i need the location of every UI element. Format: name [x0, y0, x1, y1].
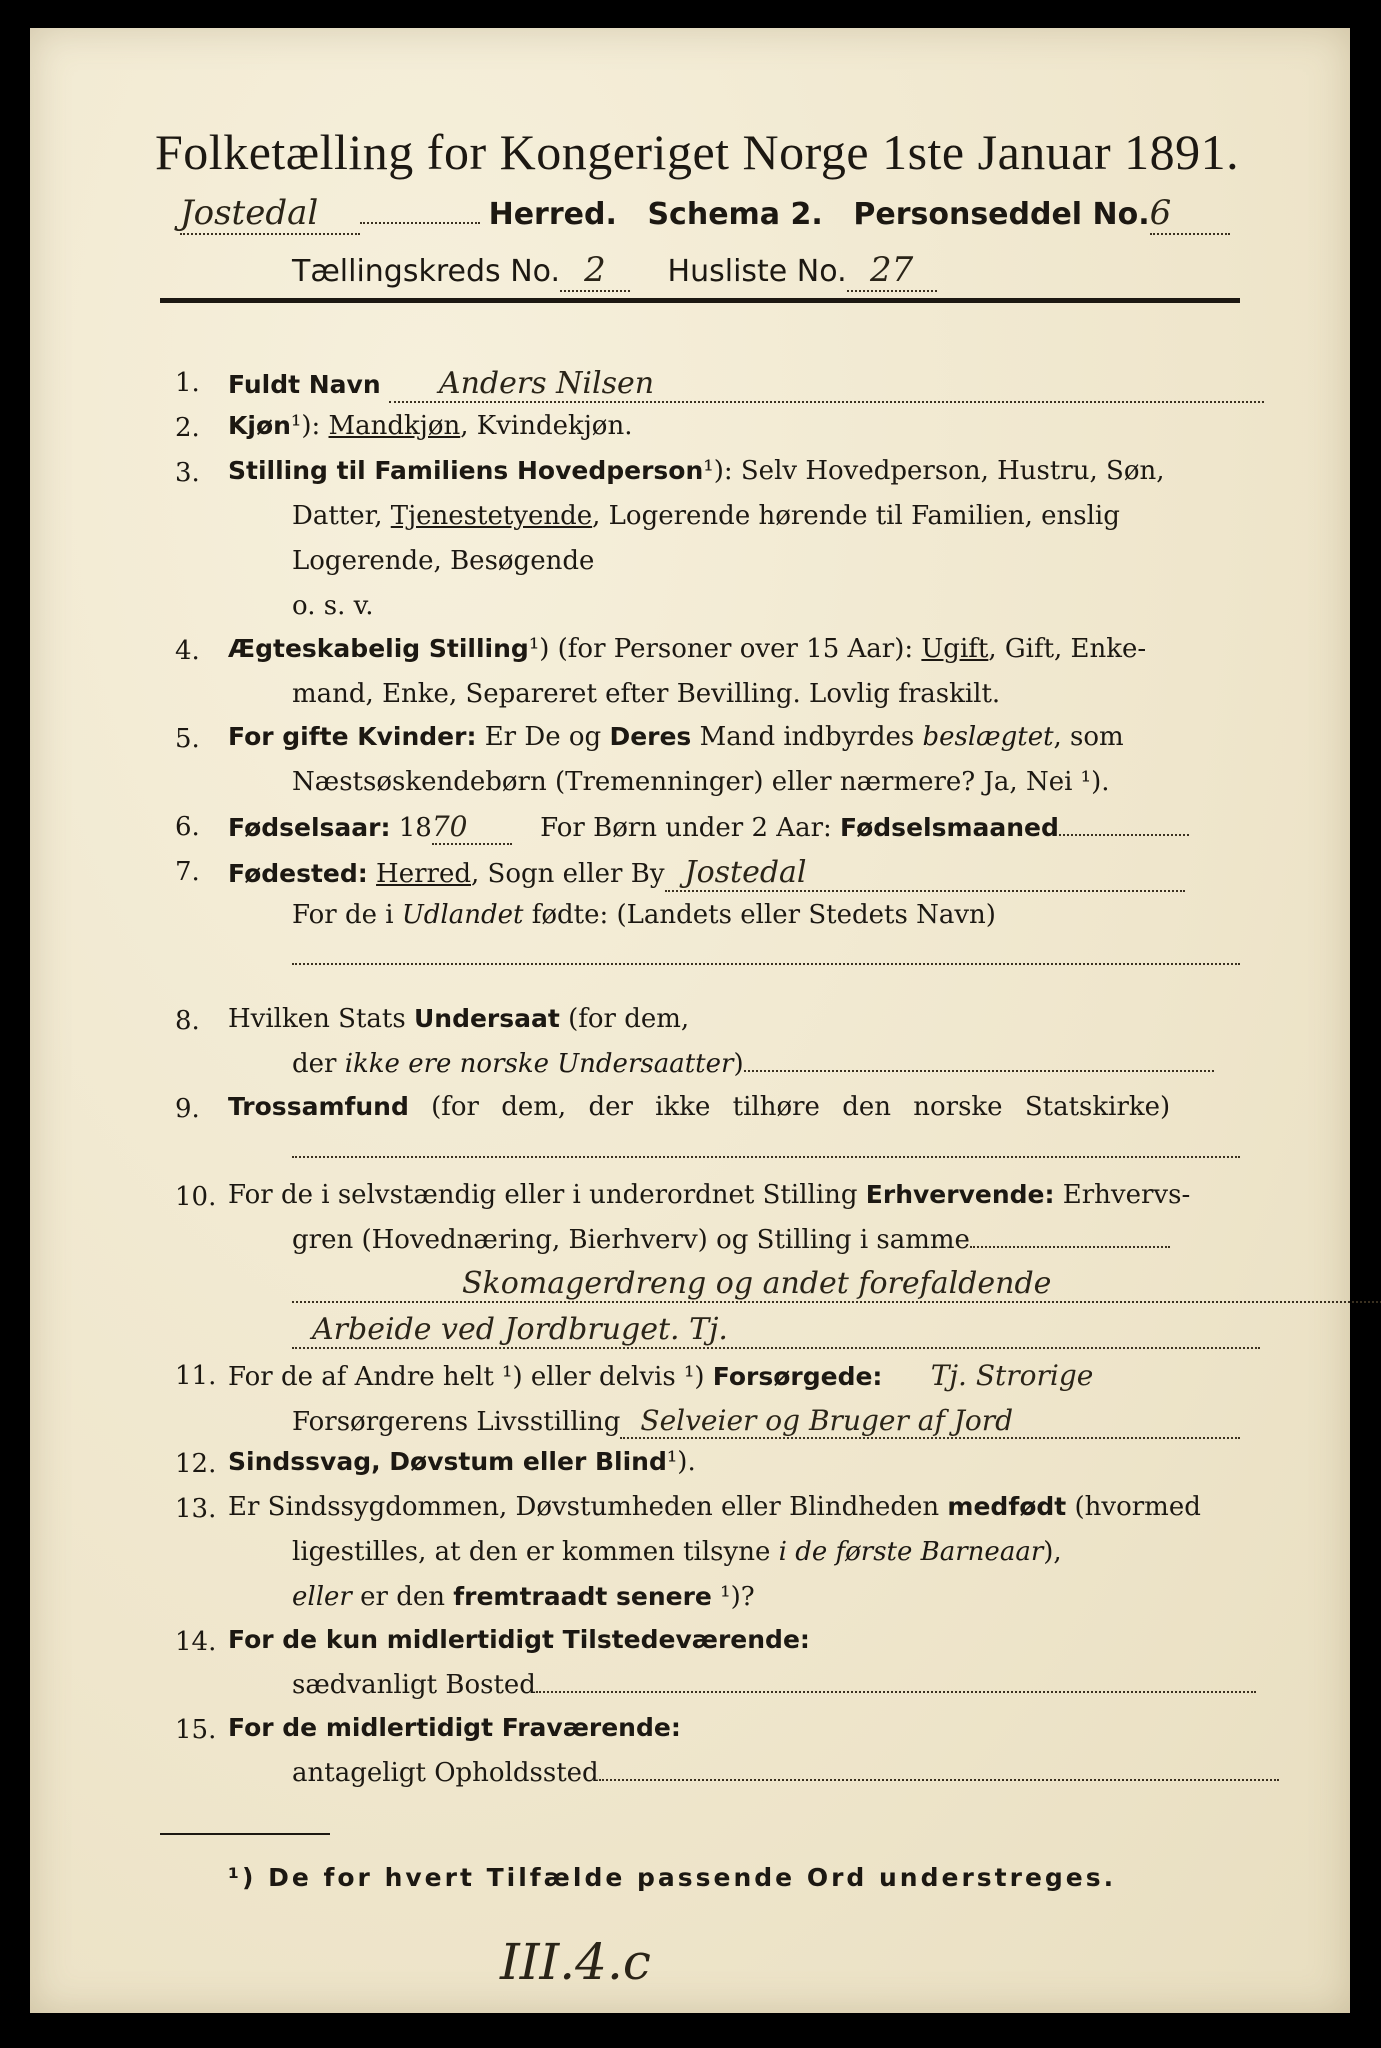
item-4-line1-b: , Gift, Enke- — [988, 634, 1147, 664]
item-1-label: Fuldt Navn — [228, 370, 381, 399]
item-6-value: 70 — [432, 810, 512, 845]
item-11-value2: Selveier og Bruger af Jord — [620, 1404, 1240, 1439]
item-10-value2: Arbeide ved Jordbruget. Tj. — [292, 1312, 1260, 1349]
personseddel-value: 6 — [1150, 193, 1230, 235]
item-3-line3: Logerende, Besøgende — [292, 546, 595, 576]
item-13-line2-b: i de første Barneaar — [778, 1537, 1044, 1567]
item-14-line2-text: sædvanligt Bosted — [292, 1670, 536, 1700]
item-6-row — [228, 810, 1189, 845]
item-15-line2 — [292, 1758, 1279, 1788]
item-10-value1: Skomagerdreng og andet forefaldende — [292, 1266, 1381, 1303]
item-5-line1-a: Er De og — [484, 722, 610, 752]
kreds-value: 2 — [560, 250, 630, 292]
item-12-row — [228, 1447, 696, 1477]
item-11-line1-a: For de af Andre helt ¹) eller delvis ¹) — [228, 1362, 713, 1392]
footnote-rule — [160, 1833, 330, 1835]
item-5-line1-c: Mand indbyrdes — [691, 722, 923, 752]
item-13-line3 — [292, 1582, 755, 1612]
item-13-line3-d: ¹)? — [711, 1582, 755, 1612]
schema-label: Schema 2. — [647, 197, 823, 232]
item-4-label: Ægteskabelig Stilling — [228, 634, 529, 663]
item-2-option-kvinde: , Kvindekjøn. — [460, 411, 633, 441]
item-3-label: Stilling til Familiens Hovedperson — [228, 456, 704, 485]
item-7-line2 — [292, 900, 996, 930]
item-15-dots — [599, 1779, 1279, 1781]
footnote: ¹) De for hvert Tilfælde passende Ord understreges. — [228, 1863, 1117, 1892]
item-4-number: 4. — [175, 636, 200, 666]
item-14-line1 — [228, 1625, 810, 1655]
item-3-line1 — [228, 456, 1165, 486]
item-10-line1 — [228, 1180, 1190, 1210]
item-13-line2-a: ligestilles, at den er kommen tilsyne — [292, 1537, 779, 1567]
item-8-line2-c: ) — [733, 1049, 744, 1079]
item-3-line2 — [292, 501, 1120, 531]
item-1-row — [228, 366, 1264, 403]
item-8-line2-b: ikke ere norske Undersaatter — [344, 1049, 734, 1079]
item-6-dots — [1059, 834, 1189, 836]
item-8-line1-a: Hvilken Stats — [228, 1004, 414, 1034]
form-title: Folketælling for Kongeriget Norge 1ste Januar 1891. — [155, 124, 1240, 180]
item-5-line1 — [228, 722, 1124, 752]
item-15-label: For de midlertidigt Fraværende: — [228, 1713, 681, 1742]
item-13-line1-a: Er Sindssygdommen, Døvstumheden eller Blindheden — [228, 1492, 948, 1522]
item-11-label: Forsørgede: — [712, 1362, 883, 1391]
item-5-label: For gifte Kvinder: — [228, 722, 477, 751]
item-13-line2-c: ), — [1043, 1537, 1062, 1567]
item-10-value2-row — [292, 1312, 1260, 1349]
item-10-value1-row — [292, 1266, 1381, 1303]
item-3-number: 3. — [175, 458, 200, 488]
item-6-prefix: 18 — [398, 813, 432, 843]
item-6-rest-label: Fødselsmaaned — [840, 813, 1059, 842]
item-5-line1-e: , som — [1053, 722, 1124, 752]
item-3-underlined-choice: Tjenestetyende — [390, 501, 593, 531]
item-10-dots — [970, 1246, 1170, 1248]
item-13-line1-b: (hvormed — [1066, 1492, 1201, 1522]
archive-mark: III.4.c — [500, 1933, 651, 1991]
item-8-line1-b: (for dem, — [559, 1004, 690, 1034]
herred-value: Jostedal — [180, 193, 360, 235]
item-14-label: For de kun midlertidigt Tilstedeværende: — [228, 1625, 810, 1654]
header-rule — [160, 298, 1240, 303]
census-form-sheet — [30, 28, 1350, 2013]
item-2-label: Kjøn — [228, 411, 291, 440]
item-7-line2-c: fødte: (Landets eller Stedets Navn) — [523, 900, 996, 930]
item-3-line1-text: ¹): Selv Hovedperson, Hustru, Søn, — [703, 456, 1165, 486]
item-8-line1 — [228, 1004, 689, 1034]
item-7-dotline — [292, 963, 1240, 965]
personseddel-label: Personseddel No. — [853, 197, 1150, 232]
item-9-rest: (for dem, der ikke tilhøre den norske Statskirke) — [431, 1092, 1171, 1122]
item-10-line2 — [292, 1225, 1170, 1255]
item-7-underlined-choice: Herred — [376, 859, 471, 889]
item-10-line1-b: Erhvervs- — [1054, 1180, 1191, 1210]
item-7-label: Fødested: — [228, 859, 368, 888]
item-5-line1-b: Deres — [609, 722, 692, 751]
item-15-line2-text: antageligt Opholdssted — [292, 1758, 599, 1788]
item-11-line1 — [228, 1359, 1093, 1392]
item-7-line1 — [228, 855, 1185, 892]
item-12-label: Sindssvag, Døvstum eller Blind — [228, 1447, 667, 1476]
item-5-line1-d: beslægtet — [922, 722, 1054, 752]
item-4-line2: mand, Enke, Separeret efter Bevilling. Lovlig fraskilt. — [292, 679, 1001, 709]
item-6-rest: For Børn under 2 Aar: — [540, 813, 832, 843]
item-8-line2 — [292, 1049, 1214, 1079]
item-13-line2 — [292, 1537, 1062, 1567]
item-2-option-mand: Mandkjøn — [328, 411, 461, 441]
item-7-number: 7. — [175, 857, 200, 887]
item-15-line1 — [228, 1713, 681, 1743]
item-5-number: 5. — [175, 724, 200, 754]
item-8-label: Undersaat — [413, 1004, 560, 1033]
item-1-value: Anders Nilsen — [389, 366, 1264, 403]
item-4-line1 — [228, 634, 1146, 664]
item-3-line2-b: , Logerende hørende til Familien, enslig — [592, 501, 1120, 531]
item-9-dotline — [292, 1156, 1240, 1158]
item-2-note: ¹): — [290, 411, 321, 441]
item-1-number: 1. — [175, 368, 200, 398]
item-8-number: 8. — [175, 1006, 200, 1036]
item-8-dots — [744, 1070, 1214, 1072]
item-11-value1: Tj. Strorige — [930, 1359, 1094, 1392]
item-9-row — [228, 1092, 1170, 1122]
item-13-line1 — [228, 1492, 1201, 1522]
herred-dots — [360, 222, 480, 224]
husliste-label: Husliste No. — [667, 254, 847, 289]
herred-line — [180, 193, 1230, 235]
item-12-note: ¹). — [666, 1447, 696, 1477]
item-15-number: 15. — [175, 1715, 217, 1745]
item-6-number: 6. — [175, 812, 200, 842]
item-13-line3-a: eller — [292, 1582, 352, 1612]
item-14-number: 14. — [175, 1627, 217, 1657]
item-4-line1-a: ¹) (for Personer over 15 Aar): — [528, 634, 922, 664]
item-13-line3-b: er den — [351, 1582, 454, 1612]
kreds-label: Tællingskreds No. — [292, 254, 560, 289]
item-14-line2 — [292, 1670, 1256, 1700]
kreds-line — [292, 250, 937, 292]
item-2-row — [228, 411, 632, 441]
item-10-number: 10. — [175, 1182, 217, 1212]
herred-label: Herred. — [488, 197, 617, 232]
item-6-label: Fødselsaar: — [228, 813, 391, 842]
item-12-number: 12. — [175, 1449, 217, 1479]
item-9-label: Trossamfund — [228, 1092, 409, 1121]
item-3-line2-a: Datter, — [292, 501, 391, 531]
item-11-line2-text: Forsørgerens Livsstilling — [292, 1407, 621, 1437]
item-7-value: Jostedal — [665, 855, 1185, 892]
item-13-line3-c: fremtraadt senere — [453, 1582, 712, 1611]
item-13-number: 13. — [175, 1494, 217, 1524]
item-5-line2: Næstsøskendebørn (Tremenninger) eller nærmere? Ja, Nei ¹). — [292, 767, 1110, 797]
item-9-number: 9. — [175, 1094, 200, 1124]
item-3-line4: o. s. v. — [292, 591, 374, 621]
item-11-number: 11. — [175, 1361, 217, 1391]
item-7-line2-a: For de i — [292, 900, 402, 930]
item-14-dots — [536, 1691, 1256, 1693]
item-7-line2-b: Udlandet — [401, 900, 524, 930]
item-10-line2-text: gren (Hovednæring, Bierhverv) og Stilling i samme — [292, 1225, 970, 1255]
item-7-rest: , Sogn eller By — [471, 859, 665, 889]
item-10-line1-a: For de i selvstændig eller i underordnet Stilling — [228, 1180, 866, 1210]
item-4-underlined-choice: Ugift — [921, 634, 989, 664]
item-10-label: Erhvervende: — [865, 1180, 1055, 1209]
item-2-number: 2. — [175, 413, 200, 443]
item-8-line2-a: der — [292, 1049, 345, 1079]
item-11-line2 — [292, 1404, 1240, 1439]
husliste-value: 27 — [847, 250, 937, 292]
item-13-label: medfødt — [947, 1492, 1067, 1521]
